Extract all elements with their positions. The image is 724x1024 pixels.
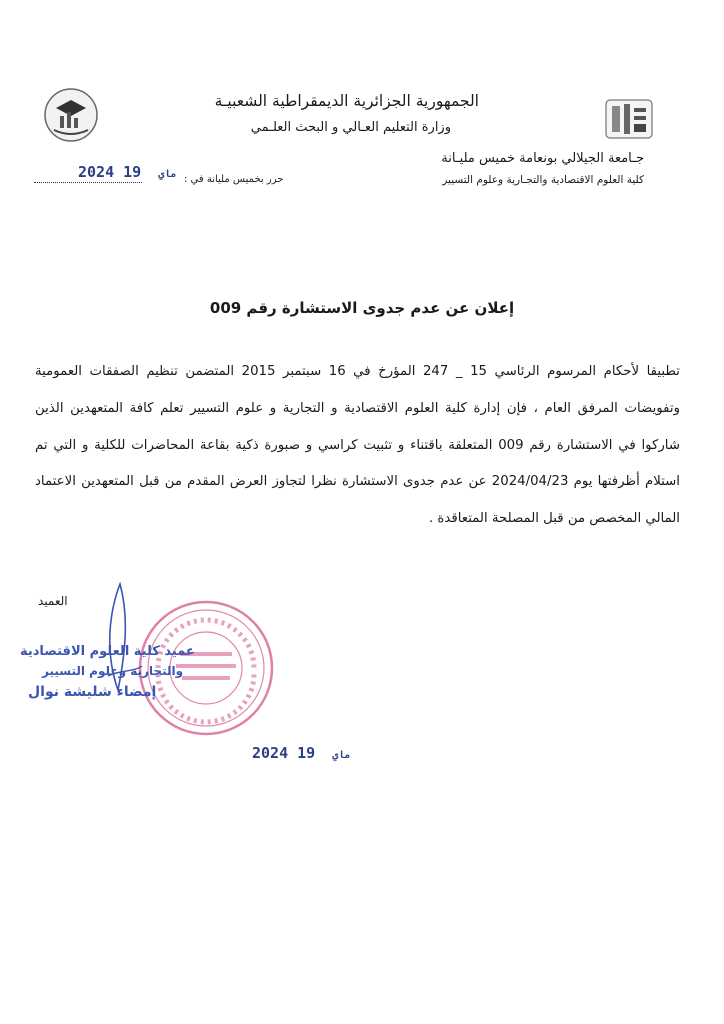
dean-stamp-name: إمضاء شليشة نوال (28, 684, 157, 700)
footer-handwritten-date (252, 744, 358, 762)
date-dotted-line (34, 182, 142, 183)
ministry-logo (42, 86, 100, 144)
dean-stamp-title: عميد كلية العلوم الاقتصادية (20, 644, 195, 659)
university-name: جـامعة الجيلالي بونعامة خميس مليـانة (441, 151, 644, 166)
announcement-body: تطبيقا لأحكام المرسوم الرئاسي 15 _ 247 المؤرخ في 16 سبتمبر 2015 المتضمن تنظيم الصفقات العمومية وتفويضات المرفق العام ، فإن إدارة كلية العلوم الاقتصادية و التجارية و علوم التسيير تعلم كافة المتعهدين الذين شاركوا في الاستشارة رقم 009 المتعلقة باقتناء و تثبيت كراسي و صبورة ذكية بقاعة المحاضرات للكلية و التي تم استلام أظرفتها يوم 2024/04/23 عن عدم جدوى الاستشارة نظرا لتجاوز العرض المقدم من قبل المتعهدين الاعتماد المالي المخصص من قبل المصلحة المتعاقدة . (35, 364, 680, 527)
date-month: ماي (158, 169, 177, 180)
date-year: 2024 (78, 163, 115, 181)
footer-date-month: ماي (332, 750, 351, 761)
date-day: 19 (123, 163, 142, 181)
footer-date-day: 19 (297, 744, 316, 762)
faculty-name: كلية العلوم الاقتصادية والتجـارية وعلوم التسيير (442, 174, 644, 186)
dean-stamp-faculty: والتجارية وعلوم التسيير (42, 664, 184, 678)
university-logo (598, 96, 660, 142)
dean-label: العميد (38, 594, 68, 608)
handwritten-signature (90, 580, 150, 700)
announcement-title: إعلان عن عدم جدوى الاستشارة رقم 009 (209, 299, 515, 317)
ministry-name: وزارة التعليم العـالي و البحث العلـمي (250, 120, 451, 135)
footer-date-year: 2024 (252, 744, 289, 762)
republic-name: الجمهورية الجزائرية الديمقراطية الشعبيـة (214, 92, 479, 110)
date-label: حرر بخميس مليانة في : (184, 174, 284, 185)
handwritten-date (78, 163, 184, 181)
